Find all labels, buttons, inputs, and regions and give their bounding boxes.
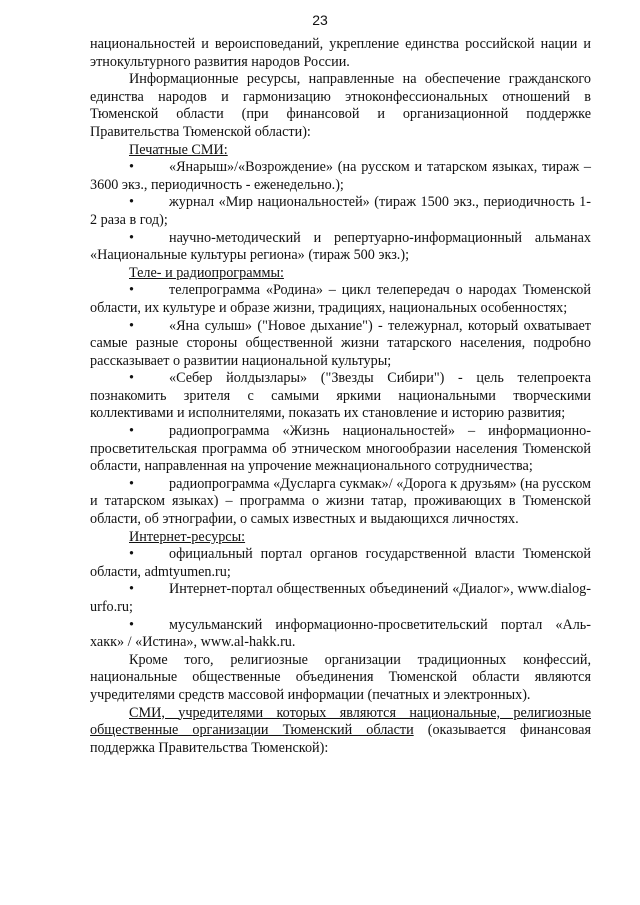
bullet-icon: • [129, 616, 134, 633]
list-item [90, 370, 591, 423]
list-item-text: официальный портал органов государственной власти Тюменской области, admtyumen.ru; [90, 546, 591, 580]
bullet-icon: • [129, 423, 134, 440]
bullet-icon: • [129, 317, 134, 334]
list-item-text: «Янарыш»/«Возрождение» (на русском и татарском языках, тираж – 3600 экз., периодичность - еженедельно.); [90, 159, 591, 193]
list-item-text: радиопрограмма «Жизнь национальностей» – информационно-просветительская программа об этническом многообразии населения Тюменской области, направленная на упрочение межнационального сотрудничества; [90, 423, 591, 475]
heading-internet-resources: Интернет-ресурсы: [129, 528, 246, 545]
list-item-text: научно-методический и репертуарно-информационный альманах «Национальные культуры региона» (тираж 500 экз.); [90, 229, 591, 264]
bullet-icon: • [129, 581, 134, 598]
list-item [90, 617, 591, 652]
list-item [90, 423, 591, 476]
list-item-text: радиопрограмма «Дусларга сукмак»/ «Дорога к друзьям» (на русском и татарском языках) – программа о жизни татар, проживающих в Тюменской области, об этнографии, о самых известных и выдающихся личностях. [90, 475, 591, 528]
paragraph-religious-organizations: Кроме того, религиозные организации традиционных конфессий, национальные общественные объединения Тюменской области являются учредителями средств массовой информации (печатных и электронных). [90, 651, 591, 703]
list-item [90, 581, 591, 616]
bullet-icon: • [129, 282, 134, 299]
heading-print-media: Печатные СМИ: [129, 141, 228, 158]
list-item-text: «Себер йолдызлары» ("Звезды Сибири") - цель телепроекта познакомить зрителя с самыми яркими национальными творческими коллективами и исполнителями, показать их становление и историю развития; [90, 370, 591, 422]
list-item [90, 159, 591, 194]
list-item-text: «Яна сулыш» ("Новое дыхание") - тележурнал, который охватывает самые разные стороны общественной жизни татарского населения, подробно рассказывает о развитии национальной культуры; [90, 317, 591, 369]
underlined-text: СМИ, учредителями которых являются национальные, религиозные общественные организации Тюменский области [90, 704, 591, 739]
paragraph-intro: национальностей и вероисповеданий, укрепление единства российской нации и этнокультурного развития народов России. [90, 36, 591, 70]
list-item [90, 230, 591, 265]
list-item [90, 194, 591, 229]
bullet-icon: • [129, 475, 134, 492]
paragraph-info-resources: Информационные ресурсы, направленные на обеспечение гражданского единства народов и гармонизацию этноконфессиональных отношений в Тюменской области (при финансовой и организационной поддержке Правительства Тюменской области): [90, 71, 591, 140]
list-item-text: мусульманский информационно-просветительский портал «Аль-хакк» / «Истина», www.al-hakk.ru. [90, 616, 591, 651]
list-item [90, 282, 591, 317]
list-item [90, 476, 591, 529]
paragraph-text: (оказывается финансовая поддержка Правительства Тюменской): [90, 722, 591, 756]
list-item [90, 546, 591, 581]
list-item-text: журнал «Мир национальностей» (тираж 1500 экз., периодичность 1- 2 раза в год); [90, 194, 591, 228]
paragraph-media-founders [90, 705, 591, 758]
document-body [90, 36, 591, 757]
heading-tv-radio: Теле- и радиопрограммы: [129, 264, 284, 281]
list-item-text: Интернет-портал общественных объединений «Диалог», www.dialog-urfo.ru; [90, 581, 591, 615]
bullet-icon: • [129, 546, 134, 563]
bullet-icon: • [129, 229, 134, 246]
bullet-icon: • [129, 370, 134, 387]
bullet-icon: • [129, 194, 134, 211]
list-item-text: телепрограмма «Родина» – цикл телепередач о народах Тюменской области, их культуре и образе жизни, традициях, национальных особенностях; [90, 282, 591, 316]
list-item [90, 318, 591, 371]
bullet-icon: • [129, 159, 134, 176]
page-number: 23 [312, 12, 328, 28]
